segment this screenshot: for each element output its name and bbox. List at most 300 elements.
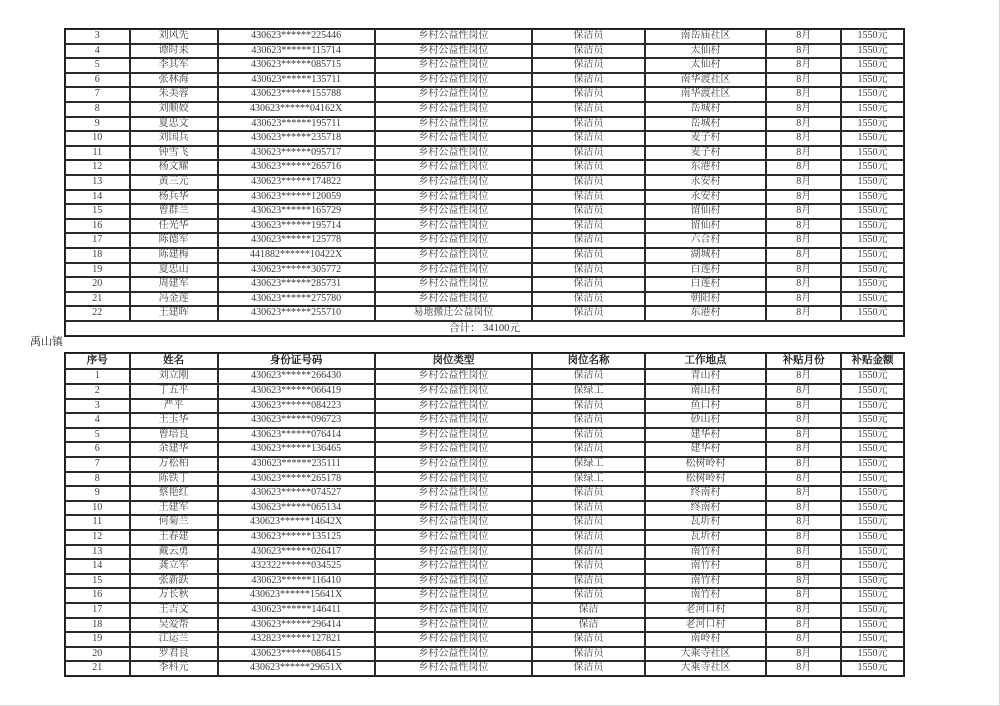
- cell-place: 瓦圻村: [645, 515, 767, 530]
- cell-type: 乡村公益性岗位: [375, 545, 533, 560]
- cell-post: 保洁员: [532, 292, 644, 307]
- cell-post: 保洁员: [532, 399, 644, 414]
- cell-name: 吴爱帮: [130, 618, 218, 633]
- cell-name: 李其军: [130, 58, 218, 73]
- cell-seq: 17: [65, 233, 130, 248]
- cell-name: 罗君良: [130, 647, 218, 662]
- cell-type: 乡村公益性岗位: [375, 574, 533, 589]
- cell-place: 湖城村: [645, 248, 767, 263]
- cell-seq: 4: [65, 44, 130, 59]
- cell-month: 8月: [766, 190, 841, 205]
- table-row: [65, 306, 904, 321]
- cell-type: 乡村公益性岗位: [375, 661, 533, 676]
- cell-name: 杨兵华: [130, 190, 218, 205]
- table-row: [65, 559, 904, 574]
- table-row: [65, 29, 904, 44]
- cell-seq: 15: [65, 574, 130, 589]
- cell-id: 430623******155788: [218, 87, 375, 102]
- cell-post: 保洁员: [532, 146, 644, 161]
- cell-post: 保洁员: [532, 263, 644, 278]
- cell-amount: 1550元: [841, 292, 904, 307]
- cell-month: 8月: [766, 248, 841, 263]
- cell-id: 430623******29651X: [218, 661, 375, 676]
- cell-name: 曾培良: [130, 428, 218, 443]
- cell-month: 8月: [766, 442, 841, 457]
- cell-seq: 22: [65, 306, 130, 321]
- cell-month: 8月: [766, 146, 841, 161]
- cell-type: 乡村公益性岗位: [375, 292, 533, 307]
- cell-name: 江运兰: [130, 632, 218, 647]
- cell-month: 8月: [766, 233, 841, 248]
- cell-place: 太仙村: [645, 44, 767, 59]
- table-row: [65, 618, 904, 633]
- table-row: [65, 501, 904, 516]
- cell-month: 8月: [766, 647, 841, 662]
- cell-month: 8月: [766, 306, 841, 321]
- cell-id: 430623******095717: [218, 146, 375, 161]
- cell-month: 8月: [766, 219, 841, 234]
- cell-id: 430623******120059: [218, 190, 375, 205]
- cell-place: 瓦圻村: [645, 530, 767, 545]
- cell-id: 430623******066419: [218, 384, 375, 399]
- upper-table-container: [64, 28, 905, 337]
- cell-seq: 19: [65, 263, 130, 278]
- cell-id: 430623******225446: [218, 29, 375, 44]
- cell-place: 青山村: [645, 369, 767, 384]
- cell-place: 永安村: [645, 175, 767, 190]
- cell-name: 张林海: [130, 73, 218, 88]
- table-row: [65, 175, 904, 190]
- table-row: [65, 413, 904, 428]
- cell-seq: 9: [65, 486, 130, 501]
- cell-place: 终南村: [645, 486, 767, 501]
- cell-month: 8月: [766, 501, 841, 516]
- cell-type: 乡村公益性岗位: [375, 204, 533, 219]
- cell-id: 430623******065134: [218, 501, 375, 516]
- cell-month: 8月: [766, 87, 841, 102]
- cell-place: 麦子村: [645, 146, 767, 161]
- cell-seq: 12: [65, 530, 130, 545]
- cell-name: 夏忠山: [130, 263, 218, 278]
- cell-type: 乡村公益性岗位: [375, 472, 533, 487]
- cell-type: 乡村公益性岗位: [375, 647, 533, 662]
- cell-seq: 16: [65, 588, 130, 603]
- cell-post: 保绿工: [532, 384, 644, 399]
- cell-post: 保洁员: [532, 175, 644, 190]
- cell-place: 砂山村: [645, 413, 767, 428]
- cell-seq: 20: [65, 647, 130, 662]
- cell-amount: 1550元: [841, 501, 904, 516]
- cell-month: 8月: [766, 399, 841, 414]
- cell-name: 钟雪飞: [130, 146, 218, 161]
- cell-name: 刘国兵: [130, 131, 218, 146]
- cell-type: 乡村公益性岗位: [375, 73, 533, 88]
- cell-amount: 1550元: [841, 146, 904, 161]
- cell-month: 8月: [766, 603, 841, 618]
- cell-place: 建华村: [645, 442, 767, 457]
- cell-month: 8月: [766, 73, 841, 88]
- cell-post: 保洁员: [532, 632, 644, 647]
- cell-place: 白莲村: [645, 263, 767, 278]
- cell-amount: 1550元: [841, 486, 904, 501]
- table-row: [65, 647, 904, 662]
- table-row: [65, 384, 904, 399]
- cell-name: 王建晖: [130, 306, 218, 321]
- cell-place: 南岭村: [645, 632, 767, 647]
- cell-name: 刘立刚: [130, 369, 218, 384]
- table-row: [65, 588, 904, 603]
- cell-name: 严平: [130, 399, 218, 414]
- cell-name: 陈建梅: [130, 248, 218, 263]
- cell-type: 乡村公益性岗位: [375, 384, 533, 399]
- cell-name: 何菊兰: [130, 515, 218, 530]
- cell-name: 戴云勇: [130, 545, 218, 560]
- cell-id: 430623******275780: [218, 292, 375, 307]
- cell-type: 乡村公益性岗位: [375, 399, 533, 414]
- total-amount: 合计： 34100元: [65, 321, 904, 336]
- cell-month: 8月: [766, 292, 841, 307]
- cell-amount: 1550元: [841, 530, 904, 545]
- cell-seq: 5: [65, 58, 130, 73]
- cell-type: 乡村公益性岗位: [375, 87, 533, 102]
- cell-post: 保洁员: [532, 515, 644, 530]
- cell-seq: 13: [65, 545, 130, 560]
- cell-name: 任光华: [130, 219, 218, 234]
- cell-seq: 6: [65, 442, 130, 457]
- cell-name: 王吉文: [130, 603, 218, 618]
- cell-type: 乡村公益性岗位: [375, 233, 533, 248]
- cell-post: 保洁员: [532, 248, 644, 263]
- cell-id: 430623******266430: [218, 369, 375, 384]
- cell-amount: 1550元: [841, 384, 904, 399]
- cell-seq: 7: [65, 87, 130, 102]
- cell-post: 保洁员: [532, 574, 644, 589]
- cell-post: 保洁员: [532, 486, 644, 501]
- cell-month: 8月: [766, 204, 841, 219]
- cell-place: 南竹村: [645, 588, 767, 603]
- table-row: [65, 292, 904, 307]
- cell-seq: 11: [65, 146, 130, 161]
- cell-seq: 10: [65, 501, 130, 516]
- cell-month: 8月: [766, 29, 841, 44]
- cell-seq: 1: [65, 369, 130, 384]
- cell-amount: 1550元: [841, 131, 904, 146]
- cell-post: 保洁员: [532, 501, 644, 516]
- cell-id: 430623******305772: [218, 263, 375, 278]
- table-row: [65, 263, 904, 278]
- cell-post: 保洁员: [532, 219, 644, 234]
- table-row: [65, 160, 904, 175]
- cell-place: 南华渡社区: [645, 87, 767, 102]
- cell-type: 乡村公益性岗位: [375, 102, 533, 117]
- cell-type: 乡村公益性岗位: [375, 160, 533, 175]
- table-row: [65, 190, 904, 205]
- cell-post: 保洁员: [532, 190, 644, 205]
- cell-seq: 21: [65, 292, 130, 307]
- cell-amount: 1550元: [841, 219, 904, 234]
- cell-amount: 1550元: [841, 588, 904, 603]
- cell-post: 保洁员: [532, 661, 644, 676]
- cell-id: 430623******165729: [218, 204, 375, 219]
- table-row: [65, 277, 904, 292]
- cell-id: 430623******146411: [218, 603, 375, 618]
- cell-id: 430623******14642X: [218, 515, 375, 530]
- cell-type: 乡村公益性岗位: [375, 190, 533, 205]
- cell-seq: 10: [65, 131, 130, 146]
- cell-amount: 1550元: [841, 58, 904, 73]
- cell-id: 432823******127821: [218, 632, 375, 647]
- cell-month: 8月: [766, 131, 841, 146]
- cell-type: 乡村公益性岗位: [375, 219, 533, 234]
- cell-post: 保洁员: [532, 117, 644, 132]
- cell-place: 南竹村: [645, 545, 767, 560]
- cell-amount: 1550元: [841, 87, 904, 102]
- cell-id: 432322******034525: [218, 559, 375, 574]
- cell-id: 430623******135125: [218, 530, 375, 545]
- cell-month: 8月: [766, 277, 841, 292]
- cell-amount: 1550元: [841, 632, 904, 647]
- table-row: [65, 574, 904, 589]
- cell-id: 430623******04162X: [218, 102, 375, 117]
- cell-seq: 14: [65, 190, 130, 205]
- cell-amount: 1550元: [841, 369, 904, 384]
- cell-seq: 8: [65, 102, 130, 117]
- table-row: [65, 486, 904, 501]
- column-header-place: 工作地点: [645, 353, 767, 369]
- cell-post: 保洁员: [532, 306, 644, 321]
- cell-type: 乡村公益性岗位: [375, 131, 533, 146]
- cell-amount: 1550元: [841, 306, 904, 321]
- cell-id: 430623******255710: [218, 306, 375, 321]
- cell-amount: 1550元: [841, 618, 904, 633]
- upper-table-body: [65, 29, 904, 321]
- cell-id: 430623******026417: [218, 545, 375, 560]
- cell-amount: 1550元: [841, 457, 904, 472]
- cell-place: 朝阳村: [645, 292, 767, 307]
- cell-place: 老河口村: [645, 618, 767, 633]
- cell-type: 乡村公益性岗位: [375, 486, 533, 501]
- cell-place: 鱼口村: [645, 399, 767, 414]
- cell-place: 建华村: [645, 428, 767, 443]
- cell-amount: 1550元: [841, 263, 904, 278]
- table-row: [65, 44, 904, 59]
- cell-month: 8月: [766, 44, 841, 59]
- cell-name: 谭时来: [130, 44, 218, 59]
- cell-seq: 14: [65, 559, 130, 574]
- column-header-seq: 序号: [65, 353, 130, 369]
- cell-month: 8月: [766, 369, 841, 384]
- cell-month: 8月: [766, 588, 841, 603]
- cell-id: 430623******195711: [218, 117, 375, 132]
- cell-id: 430623******096723: [218, 413, 375, 428]
- cell-post: 保洁员: [532, 277, 644, 292]
- table-row: [65, 248, 904, 263]
- cell-id: 430623******235718: [218, 131, 375, 146]
- table-row: [65, 73, 904, 88]
- total-row: [65, 321, 904, 336]
- cell-amount: 1550元: [841, 175, 904, 190]
- cell-type: 乡村公益性岗位: [375, 58, 533, 73]
- cell-post: 保洁员: [532, 131, 644, 146]
- cell-post: 保洁员: [532, 44, 644, 59]
- cell-amount: 1550元: [841, 160, 904, 175]
- cell-seq: 3: [65, 399, 130, 414]
- cell-name: 曾群兰: [130, 204, 218, 219]
- cell-month: 8月: [766, 545, 841, 560]
- cell-type: 乡村公益性岗位: [375, 263, 533, 278]
- cell-type: 乡村公益性岗位: [375, 442, 533, 457]
- cell-type: 乡村公益性岗位: [375, 117, 533, 132]
- cell-amount: 1550元: [841, 29, 904, 44]
- cell-id: 441882******10422X: [218, 248, 375, 263]
- cell-amount: 1550元: [841, 661, 904, 676]
- table-row: [65, 204, 904, 219]
- cell-id: 430623******296414: [218, 618, 375, 633]
- subsidy-table-yushan: [64, 352, 905, 677]
- cell-post: 保洁员: [532, 588, 644, 603]
- cell-amount: 1550元: [841, 248, 904, 263]
- cell-amount: 1550元: [841, 44, 904, 59]
- cell-id: 430623******074527: [218, 486, 375, 501]
- cell-type: 乡村公益性岗位: [375, 530, 533, 545]
- cell-type: 乡村公益性岗位: [375, 277, 533, 292]
- cell-type: 乡村公益性岗位: [375, 29, 533, 44]
- cell-amount: 1550元: [841, 559, 904, 574]
- cell-type: 乡村公益性岗位: [375, 515, 533, 530]
- cell-month: 8月: [766, 428, 841, 443]
- column-header-id: 身份证号码: [218, 353, 375, 369]
- cell-type: 乡村公益性岗位: [375, 501, 533, 516]
- cell-amount: 1550元: [841, 574, 904, 589]
- cell-post: 保洁员: [532, 233, 644, 248]
- cell-name: 李科元: [130, 661, 218, 676]
- cell-type: 乡村公益性岗位: [375, 428, 533, 443]
- cell-seq: 18: [65, 618, 130, 633]
- cell-month: 8月: [766, 559, 841, 574]
- table-row: [65, 369, 904, 384]
- cell-place: 东港村: [645, 160, 767, 175]
- cell-place: 永安村: [645, 190, 767, 205]
- cell-post: 保洁员: [532, 204, 644, 219]
- cell-type: 乡村公益性岗位: [375, 369, 533, 384]
- cell-seq: 11: [65, 515, 130, 530]
- cell-seq: 3: [65, 29, 130, 44]
- section-label-yushan-town: 禹山镇: [30, 336, 63, 348]
- cell-post: 保洁员: [532, 647, 644, 662]
- cell-month: 8月: [766, 457, 841, 472]
- column-header-post: 岗位名称: [532, 353, 644, 369]
- table-row: [65, 457, 904, 472]
- table-row: [65, 428, 904, 443]
- subsidy-table-upper: [64, 28, 905, 337]
- cell-type: 乡村公益性岗位: [375, 175, 533, 190]
- cell-name: 陈铁丁: [130, 472, 218, 487]
- cell-seq: 13: [65, 175, 130, 190]
- cell-seq: 9: [65, 117, 130, 132]
- cell-seq: 19: [65, 632, 130, 647]
- cell-amount: 1550元: [841, 428, 904, 443]
- cell-post: 保洁员: [532, 369, 644, 384]
- cell-amount: 1550元: [841, 117, 904, 132]
- cell-type: 乡村公益性岗位: [375, 588, 533, 603]
- cell-seq: 7: [65, 457, 130, 472]
- cell-month: 8月: [766, 413, 841, 428]
- cell-seq: 17: [65, 603, 130, 618]
- table-row: [65, 442, 904, 457]
- table-row: [65, 472, 904, 487]
- table-row: [65, 102, 904, 117]
- cell-post: 保洁员: [532, 160, 644, 175]
- cell-amount: 1550元: [841, 647, 904, 662]
- cell-post: 保洁员: [532, 559, 644, 574]
- table-row: [65, 603, 904, 618]
- cell-post: 保洁: [532, 603, 644, 618]
- cell-amount: 1550元: [841, 190, 904, 205]
- cell-seq: 18: [65, 248, 130, 263]
- cell-place: 南竹村: [645, 574, 767, 589]
- table-row: [65, 117, 904, 132]
- cell-place: 南山村: [645, 384, 767, 399]
- cell-month: 8月: [766, 384, 841, 399]
- cell-post: 保洁员: [532, 87, 644, 102]
- cell-post: 保洁员: [532, 442, 644, 457]
- cell-amount: 1550元: [841, 233, 904, 248]
- cell-place: 南竹村: [645, 559, 767, 574]
- cell-month: 8月: [766, 472, 841, 487]
- cell-name: 刘风先: [130, 29, 218, 44]
- cell-id: 430623******076414: [218, 428, 375, 443]
- table-row: [65, 530, 904, 545]
- table-row: [65, 661, 904, 676]
- cell-id: 430623******285731: [218, 277, 375, 292]
- column-header-amount: 补贴金额: [841, 353, 904, 369]
- cell-amount: 1550元: [841, 603, 904, 618]
- cell-name: 刘顺姣: [130, 102, 218, 117]
- cell-month: 8月: [766, 102, 841, 117]
- cell-name: 余建华: [130, 442, 218, 457]
- cell-type: 乡村公益性岗位: [375, 603, 533, 618]
- cell-month: 8月: [766, 530, 841, 545]
- cell-id: 430623******15641X: [218, 588, 375, 603]
- cell-place: 南岳庙社区: [645, 29, 767, 44]
- cell-name: 龚立军: [130, 559, 218, 574]
- column-header-type: 岗位类型: [375, 353, 533, 369]
- cell-month: 8月: [766, 175, 841, 190]
- cell-type: 乡村公益性岗位: [375, 632, 533, 647]
- cell-place: 南华渡社区: [645, 73, 767, 88]
- cell-type: 乡村公益性岗位: [375, 457, 533, 472]
- table-row: [65, 219, 904, 234]
- cell-place: 终南村: [645, 501, 767, 516]
- cell-name: 万长秋: [130, 588, 218, 603]
- cell-post: 保洁员: [532, 29, 644, 44]
- cell-post: 保洁员: [532, 73, 644, 88]
- cell-seq: 20: [65, 277, 130, 292]
- cell-month: 8月: [766, 58, 841, 73]
- cell-type: 乡村公益性岗位: [375, 248, 533, 263]
- cell-post: 保绿工: [532, 457, 644, 472]
- cell-seq: 12: [65, 160, 130, 175]
- cell-id: 430623******085715: [218, 58, 375, 73]
- cell-id: 430623******115714: [218, 44, 375, 59]
- table-row: [65, 146, 904, 161]
- cell-place: 白莲村: [645, 277, 767, 292]
- cell-id: 430623******195714: [218, 219, 375, 234]
- cell-seq: 5: [65, 428, 130, 443]
- column-header-name: 姓名: [130, 353, 218, 369]
- cell-post: 保洁: [532, 618, 644, 633]
- cell-seq: 15: [65, 204, 130, 219]
